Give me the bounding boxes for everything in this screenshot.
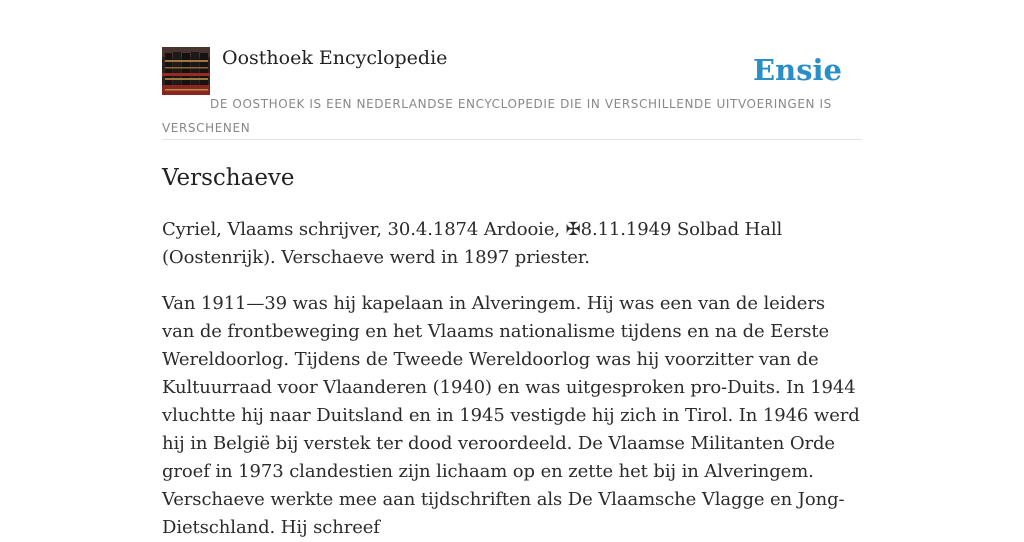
article-paragraph-2: Van 1911—39 was hij kapelaan in Alveringem. Hij was een van de leiders van de frontbeweging en het Vlaams nationalisme tijdens en na de Eerste Wereldoorlog. Tijdens de Tweede Wereldoorlog was hij voorzitter van de Kultuurraad voor Vlaanderen (1940) en was uitgesproken pro-Duits. In 1944 vluchtte hij naar Duitsland en in 1945 vestigde hij zich in Tirol. In 1946 werd hij in België bij verstek ter dood veroordeeld. De Vlaamse Militanten Orde groef in 1973 clandestien zijn lichaam op en zette het bij in Alveringem. Verschaeve werkte mee aan tijdschriften als De Vlaamsche Vlagge en Jong-Dietschland. Hij schreef <box>162 293 860 538</box>
article <box>162 160 862 542</box>
site-header <box>162 46 862 140</box>
article-title: Verschaeve <box>162 165 295 191</box>
article-paragraph-1: Cyriel, Vlaams schrijver, 30.4.1874 Ardooie, ✠8.11.1949 Solbad Hall (Oostenrijk). Verschaeve werd in 1897 priester. <box>162 219 783 268</box>
books-image <box>162 47 210 95</box>
site-tagline: DE OOSTHOEK IS EEN NEDERLANDSE ENCYCLOPEDIE DIE IN VERSCHILLENDE UITVOERINGEN IS VERSCHENEN <box>162 97 832 135</box>
site-name[interactable]: Oosthoek Encyclopedie <box>222 47 448 69</box>
ensie-logo-link[interactable]: Ensie <box>753 53 842 87</box>
encyclopedia-books-avatar[interactable] <box>162 47 210 95</box>
